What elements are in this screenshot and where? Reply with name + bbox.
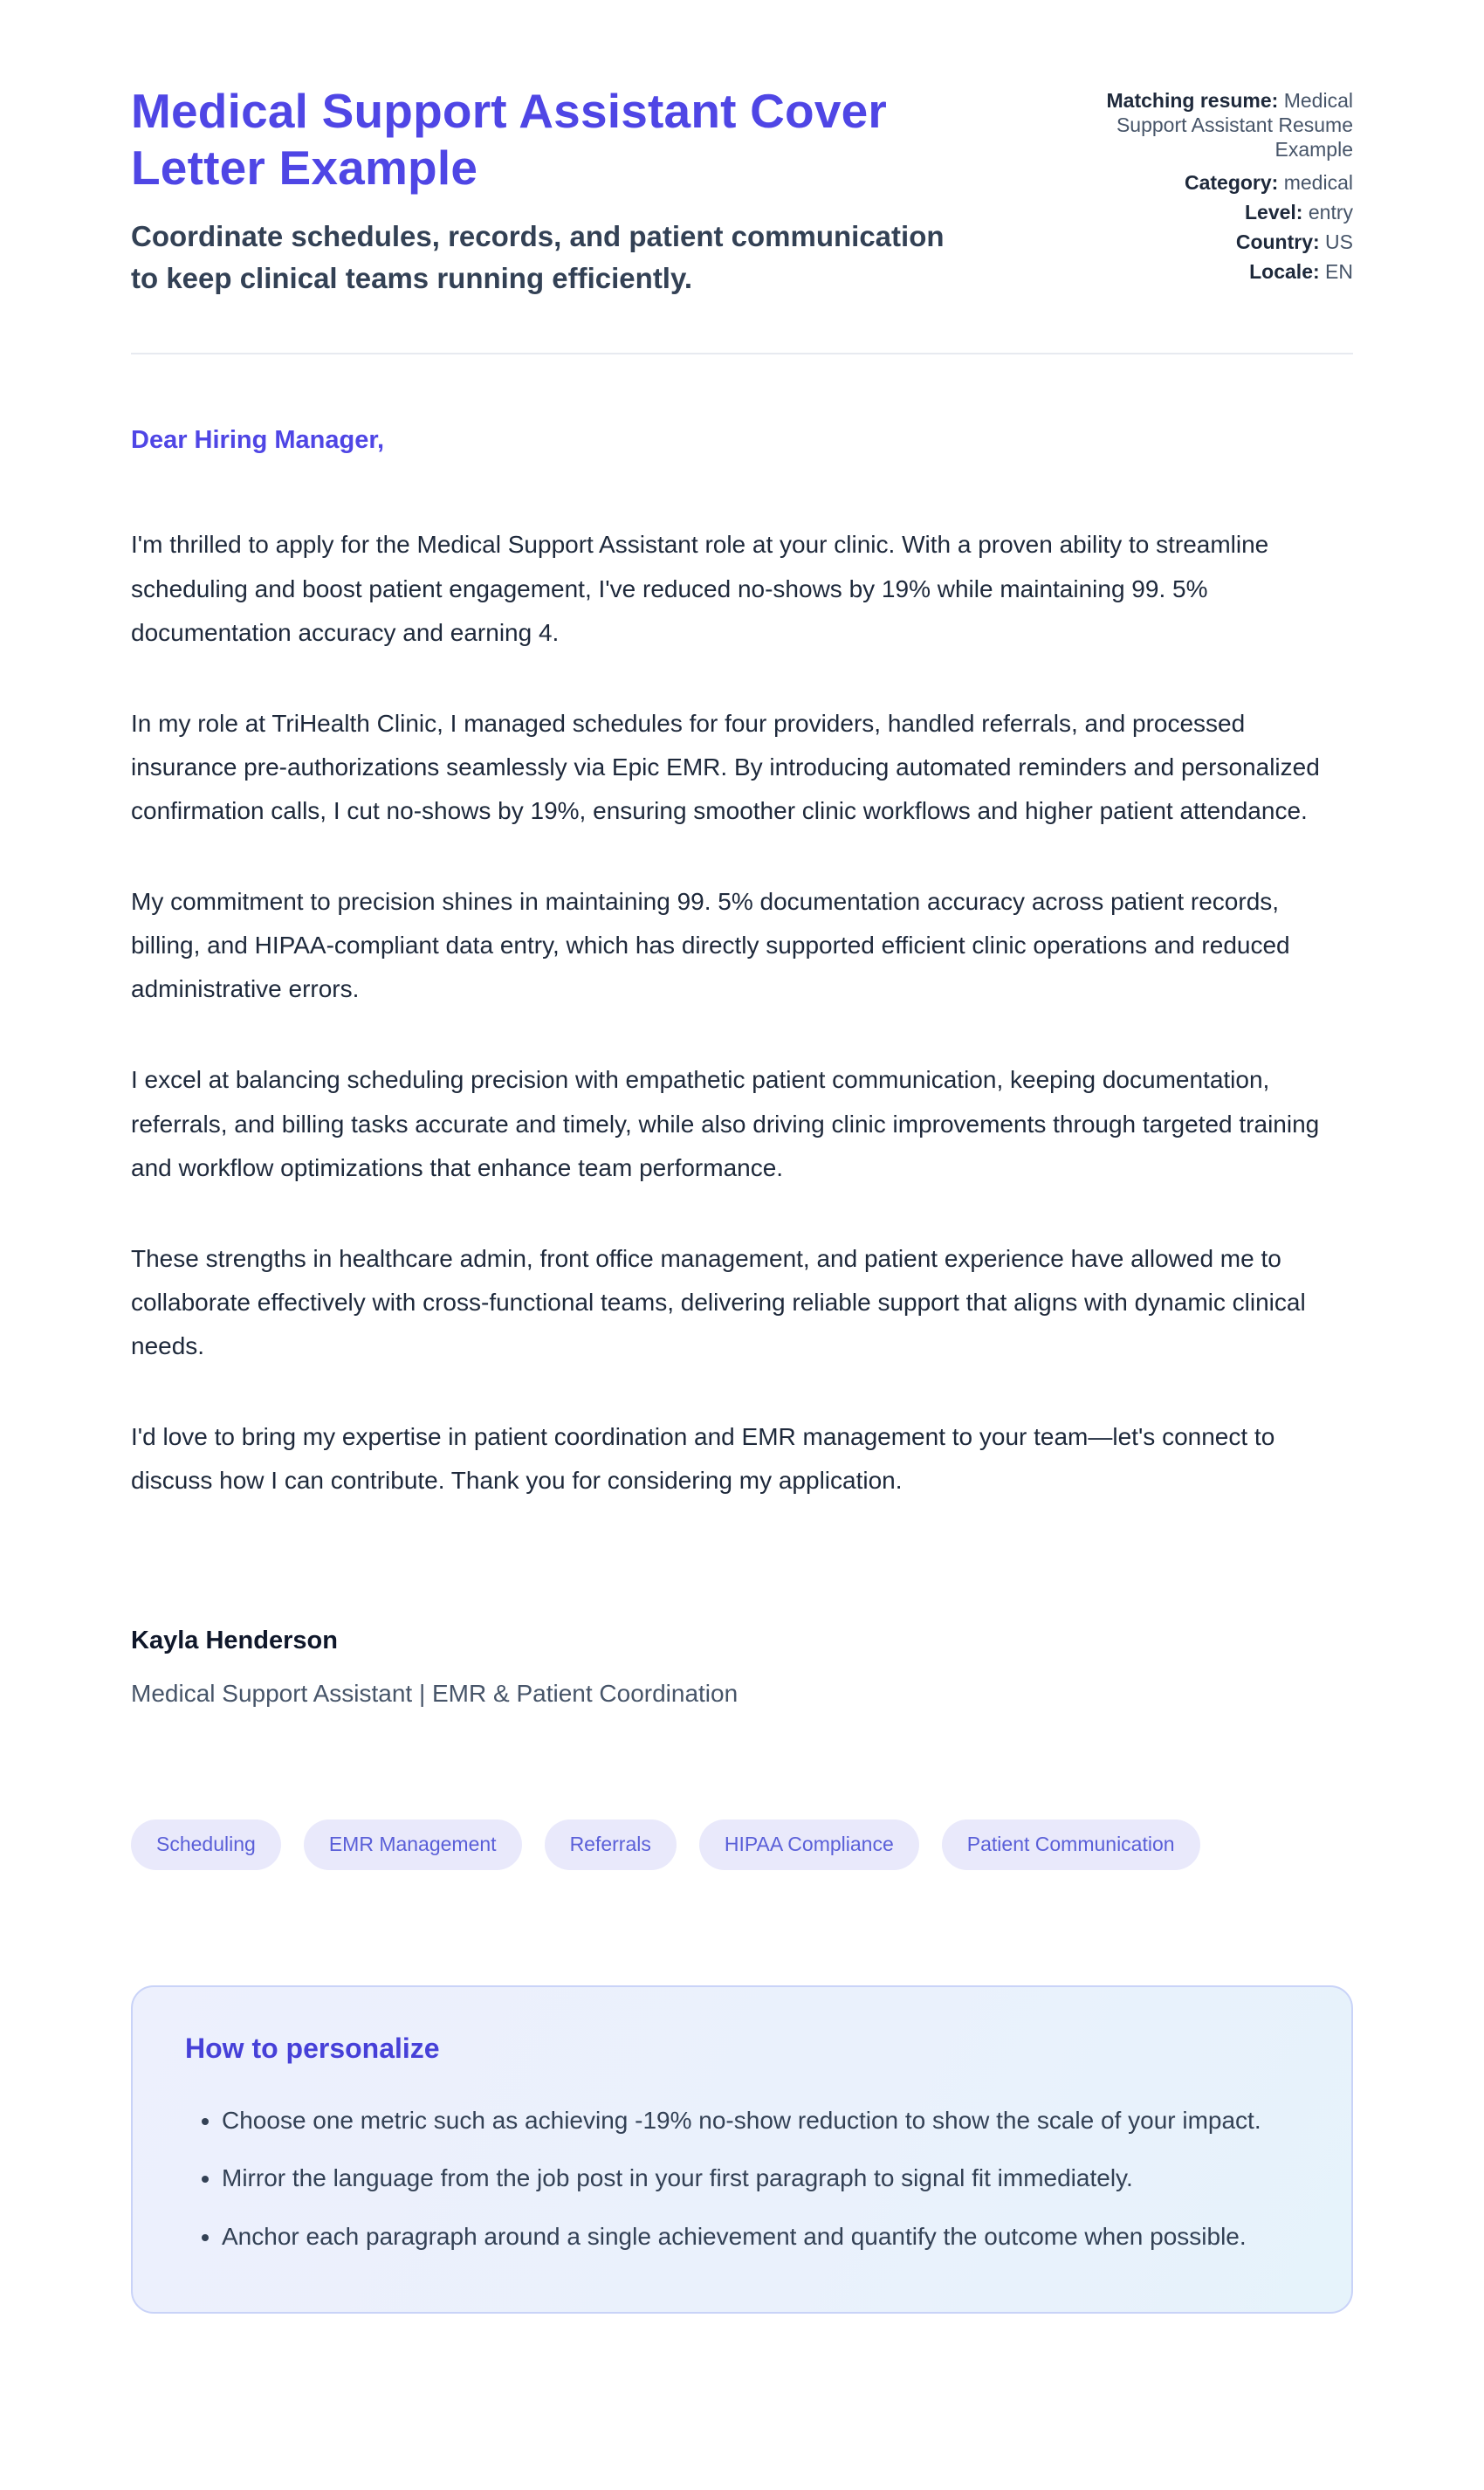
letter-paragraph: These strengths in healthcare admin, front office management, and patient experience have allowed me to collaborate effectively with cross-functional teams, delivering reliable support that aligns with dynamic clinical needs. — [131, 1244, 1306, 1359]
meta-label: Category: — [1184, 171, 1279, 195]
signature-name: Kayla Henderson — [131, 1627, 338, 1655]
letter-salutation: Dear Hiring Manager, — [131, 426, 385, 455]
meta-panel — [1048, 83, 1353, 289]
letter-paragraph: I excel at balancing scheduling precision with empathetic patient communication, keeping documentation, referrals, and billing tasks accurate and timely, while also driving clinic improvements through targeted training and workflow optimizations that enhance team performance. — [131, 1066, 1320, 1181]
tag-chip-referrals: Referrals — [545, 1819, 677, 1870]
letter-paragraph: In my role at TriHealth Clinic, I managed schedules for four providers, handled referrals, and processed insurance pre-authorizations seamlessly via Epic EMR. By introducing automated reminders and personalized confirmation calls, I cut no-shows by 19%, ensuring smoother clinic workflows and higher patient attendance. — [131, 709, 1320, 825]
header — [131, 83, 1353, 299]
tip-item: • Mirror the language from the job post in your first paragraph to signal fit immediately. — [222, 2157, 1295, 2199]
meta-row-level — [1048, 200, 1353, 224]
meta-label: Matching resume: — [1106, 89, 1279, 112]
letter-body — [131, 523, 1353, 1503]
meta-value: medical — [1283, 171, 1353, 195]
meta-value: Medical Support Assistant Resume Example — [1116, 89, 1353, 162]
meta-value: US — [1325, 230, 1353, 254]
header-divider — [131, 353, 1353, 354]
tag-chip-hipaa-compliance: HIPAA Compliance — [699, 1819, 919, 1870]
tag-chip-scheduling: Scheduling — [131, 1819, 281, 1870]
meta-row-country — [1048, 230, 1353, 254]
meta-label: Level: — [1244, 201, 1303, 224]
signature-role: Medical Support Assistant | EMR & Patient Coordination — [131, 1680, 739, 1708]
meta-label: Country: — [1235, 230, 1320, 254]
letter-paragraph: My commitment to precision shines in maintaining 99. 5% documentation accuracy across patient records, billing, and HIPAA-compliant data entry, which has directly supported efficient clinic operations and reduced administrative errors. — [131, 888, 1290, 1003]
tip-item: • Choose one metric such as achieving -19% no-show reduction to show the scale of your impact. — [222, 2100, 1295, 2142]
tag-list — [131, 1819, 1353, 1870]
signature-block — [131, 1627, 1353, 1708]
page-title: Medical Support Assistant Cover Letter Example — [131, 84, 888, 195]
tag-chip-patient-communication: Patient Communication — [942, 1819, 1200, 1870]
tag-chip-emr-management: EMR Management — [304, 1819, 522, 1870]
header-title-block — [131, 83, 1004, 299]
letter-paragraph: I'd love to bring my expertise in patient coordination and EMR management to your team—let's connect to discuss how I can contribute. Thank you for considering my application. — [131, 1423, 1275, 1495]
meta-row-locale — [1048, 259, 1353, 284]
page-subtitle: Coordinate schedules, records, and patient communication to keep clinical teams running efficiently. — [131, 219, 945, 294]
how-to-personalize-card — [131, 1985, 1353, 2313]
tips-heading: How to personalize — [185, 2033, 440, 2065]
meta-value: EN — [1325, 260, 1353, 284]
meta-label: Locale: — [1249, 260, 1320, 284]
tips-list — [185, 2100, 1299, 2257]
meta-row-matching-resume — [1048, 88, 1353, 162]
meta-row-category — [1048, 170, 1353, 195]
meta-value: entry — [1308, 201, 1353, 224]
tip-item: • Anchor each paragraph around a single achievement and quantify the outcome when possible. — [222, 2216, 1295, 2258]
letter-paragraph: I'm thrilled to apply for the Medical Support Assistant role at your clinic. With a proven ability to streamline scheduling and boost patient engagement, I've reduced no-shows by 19% while maintaining 99. 5% documentation accuracy and earning 4. — [131, 531, 1269, 646]
